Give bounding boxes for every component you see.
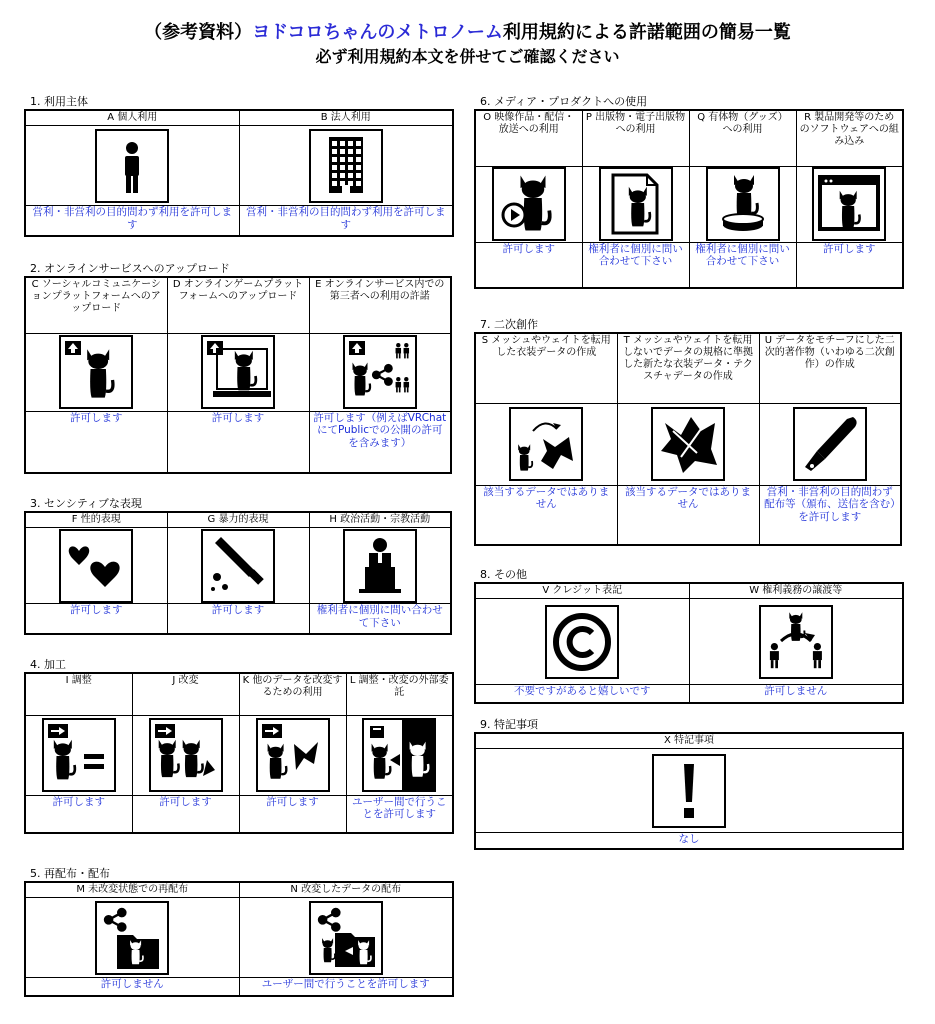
upload-avatar-icon: [59, 335, 133, 409]
outsource-icon: [362, 718, 436, 792]
permission-text: 許可します: [796, 242, 903, 288]
section-title: 1. 利用主体: [30, 95, 88, 108]
item-icon-cell: [759, 403, 901, 485]
item-label: K 他のデータを改変するための利用: [239, 673, 346, 715]
item-label: X 特記事項: [475, 733, 903, 749]
license-table: [24, 672, 454, 834]
permission-text: 許可します: [25, 604, 167, 634]
item-label: M 未改変状態での再配布: [25, 882, 239, 898]
permission-text: 該当するデータではありません: [617, 485, 759, 545]
item-label: H 政治活動・宗教活動: [309, 512, 451, 528]
item-label: O 映像作品・配信・放送への利用: [475, 110, 582, 166]
item-label: J 改変: [132, 673, 239, 715]
redistribute-icon: [95, 901, 169, 975]
item-icon-cell: [167, 333, 309, 411]
software-icon: [812, 167, 886, 241]
item-label: B 法人利用: [239, 110, 453, 126]
item-label: Q 有体物（グッズ）への利用: [689, 110, 796, 166]
permission-text: 権利者に個別に問い合わせて下さい: [582, 242, 689, 288]
permission-text: 許可します: [167, 411, 309, 473]
transfer-icon: [759, 605, 833, 679]
item-icon-cell: [309, 333, 451, 411]
building-icon: [309, 129, 383, 203]
permission-text: なし: [475, 833, 903, 849]
permission-text: 営利・非営利の目的問わず利用を許可します: [25, 206, 239, 236]
section-title: 7. 二次創作: [480, 318, 538, 331]
item-icon-cell: [239, 898, 453, 978]
section-title: 4. 加工: [30, 658, 66, 671]
item-label: F 性的表現: [25, 512, 167, 528]
item-icon-cell: [25, 126, 239, 206]
costume-icon: [651, 407, 725, 481]
permission-text: 許可しません: [25, 978, 239, 996]
item-icon-cell: [25, 528, 167, 604]
section-title: 8. その他: [480, 568, 527, 581]
section-3: [24, 497, 452, 635]
item-icon-cell: [25, 333, 167, 411]
section-8: [474, 568, 904, 704]
item-label: C ソーシャルコミュニケーションプラットフォームへのアップロード: [25, 277, 167, 333]
license-table: [24, 511, 452, 635]
item-label: R 製品開発等のためのソフトウェアへの組み込み: [796, 110, 903, 166]
section-7: [474, 318, 902, 546]
permission-text: 許可します: [132, 795, 239, 833]
item-icon-cell: [689, 599, 903, 685]
item-label: P 出版物・電子出版物への利用: [582, 110, 689, 166]
section-2: [24, 262, 452, 474]
permission-text: 許可しません: [689, 685, 903, 703]
costume-transfer-icon: [509, 407, 583, 481]
pen-icon: [793, 407, 867, 481]
item-label: D オンラインゲームプラットフォームへのアップロード: [167, 277, 309, 333]
item-icon-cell: [25, 898, 239, 978]
item-label: S メッシュやウェイトを転用した衣装データの作成: [475, 333, 617, 403]
hearts-icon: [59, 529, 133, 603]
item-icon-cell: [309, 528, 451, 604]
item-label: G 暴力的表現: [167, 512, 309, 528]
item-label: E オンラインサービス内での第三者への利用の許諾: [309, 277, 451, 333]
exclamation-icon: [652, 754, 726, 828]
item-label: U データをモチーフにした二次的著作物（いわゆる二次創作）の作成: [759, 333, 901, 403]
modify-icon: [149, 718, 223, 792]
permission-text: 許可します: [25, 795, 132, 833]
permission-text: 該当するデータではありません: [475, 485, 617, 545]
item-icon-cell: [475, 403, 617, 485]
title-prefix: （参考資料）: [144, 22, 253, 43]
permission-text: 許可します: [475, 242, 582, 288]
page-title: [0, 18, 935, 44]
item-icon-cell: [689, 166, 796, 242]
permission-text: 営利・非営利の目的問わず配布等（頒布、送信を含む）を許可します: [759, 485, 901, 545]
upload-share-icon: [343, 335, 417, 409]
item-icon-cell: [132, 715, 239, 795]
section-title: 5. 再配布・配布: [30, 867, 110, 880]
item-icon-cell: [475, 599, 689, 685]
license-table: [474, 332, 902, 546]
section-1: [24, 95, 454, 237]
permission-text: 許可します（例えばVRChatにてPublicでの公開の許可を含みます）: [309, 411, 451, 473]
item-icon-cell: [475, 749, 903, 833]
section-title: 9. 特記事項: [480, 718, 538, 731]
license-table: [474, 109, 904, 289]
section-6: [474, 95, 904, 289]
section-title: 3. センシティブな表現: [30, 497, 142, 510]
distribute-modified-icon: [309, 901, 383, 975]
permission-text: 権利者に個別に問い合わせて下さい: [309, 604, 451, 634]
license-table: [24, 276, 452, 474]
item-icon-cell: [796, 166, 903, 242]
permission-text: 不要ですがあると嬉しいです: [475, 685, 689, 703]
permission-text: 営利・非営利の目的問わず利用を許可します: [239, 206, 453, 236]
item-icon-cell: [582, 166, 689, 242]
item-label: N 改変したデータの配布: [239, 882, 453, 898]
license-table: [24, 881, 454, 997]
section-9: [474, 718, 904, 850]
title-product-name: ヨドコロちゃんのメトロノーム: [252, 22, 503, 43]
section-title: 6. メディア・プロダクトへの使用: [480, 95, 648, 108]
figure-icon: [706, 167, 780, 241]
upload-game-icon: [201, 335, 275, 409]
item-icon-cell: [25, 715, 132, 795]
permission-text: ユーザー間で行うことを許可します: [346, 795, 453, 833]
title-suffix: 利用規約による許諾範囲の簡易一覧: [502, 22, 791, 43]
license-table: [474, 582, 904, 704]
knife-icon: [201, 529, 275, 603]
item-label: L 調整・改変の外部委託: [346, 673, 453, 715]
item-label: I 調整: [25, 673, 132, 715]
use-for-modify-icon: [256, 718, 330, 792]
license-table: [24, 109, 454, 237]
section-5: [24, 867, 454, 997]
item-icon-cell: [239, 126, 453, 206]
page-subtitle: 必ず利用規約本文を併せてご確認ください: [315, 47, 620, 66]
item-icon-cell: [617, 403, 759, 485]
item-icon-cell: [475, 166, 582, 242]
item-label: V クレジット表記: [475, 583, 689, 599]
permission-text: ユーザー間で行うことを許可します: [239, 978, 453, 996]
item-label: A 個人利用: [25, 110, 239, 126]
permission-text: 許可します: [239, 795, 346, 833]
copyright-icon: [545, 605, 619, 679]
item-label: W 権利義務の譲渡等: [689, 583, 903, 599]
permission-text: 許可します: [25, 411, 167, 473]
video-icon: [492, 167, 566, 241]
license-table: [474, 732, 904, 850]
publication-icon: [599, 167, 673, 241]
item-icon-cell: [167, 528, 309, 604]
permission-text: 権利者に個別に問い合わせて下さい: [689, 242, 796, 288]
item-icon-cell: [239, 715, 346, 795]
permission-text: 許可します: [167, 604, 309, 634]
item-label: T メッシュやウェイトを転用しないでデータの規格に準拠した新たな衣装データ・テクスチャデータの作成: [617, 333, 759, 403]
section-title: 2. オンラインサービスへのアップロード: [30, 262, 230, 275]
adjust-icon: [42, 718, 116, 792]
person-icon: [95, 129, 169, 203]
item-icon-cell: [346, 715, 453, 795]
section-4: [24, 658, 454, 834]
podium-icon: [343, 529, 417, 603]
